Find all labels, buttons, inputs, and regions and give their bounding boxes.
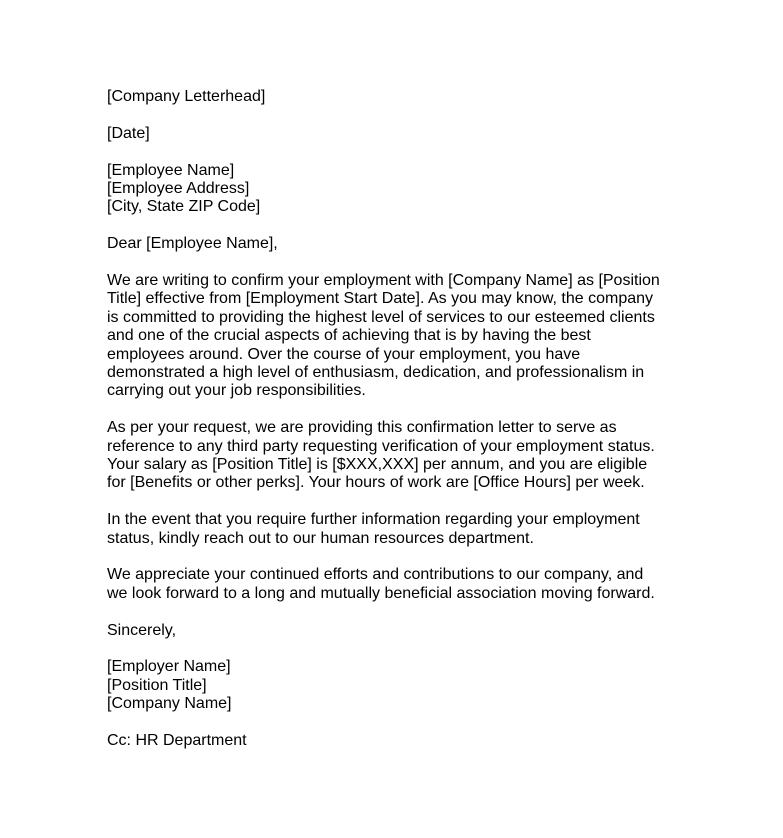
spacer	[107, 143, 677, 161]
spacer	[107, 106, 677, 124]
paragraph-line: Your salary as [Position Title] is [$XXX,XXX] per annum, and you are eligible	[107, 456, 648, 474]
spacer	[107, 493, 677, 511]
spacer	[107, 254, 677, 272]
paragraph-line: Title] effective from [Employment Start Date]. As you may know, the company	[107, 290, 654, 308]
paragraph-further-info	[107, 511, 677, 548]
recipient-city-state-zip: [City, State ZIP Code]	[107, 198, 261, 216]
paragraph-line: employees around. Over the course of your employment, you have	[107, 345, 581, 363]
signature-block	[107, 658, 677, 713]
paragraph-request	[107, 419, 677, 493]
paragraph-line: We appreciate your continued efforts and contributions to our company, and	[107, 566, 644, 584]
paragraph-line: is committed to providing the highest level of services to our esteemed clients	[107, 308, 655, 326]
closing: Sincerely,	[107, 621, 177, 639]
employer-name: [Employer Name]	[107, 658, 231, 676]
paragraph-confirmation	[107, 272, 677, 401]
paragraph-line: In the event that you require further information regarding your employment	[107, 511, 640, 529]
paragraph-line: and one of the crucial aspects of achieving that is by having the best	[107, 327, 591, 345]
cc-line: Cc: HR Department	[107, 732, 247, 750]
recipient-block	[107, 162, 677, 217]
paragraph-line: As per your request, we are providing this confirmation letter to serve as	[107, 419, 617, 437]
spacer	[107, 548, 677, 566]
spacer	[107, 640, 677, 658]
paragraph-line: reference to any third party requesting verification of your employment status.	[107, 437, 655, 455]
spacer	[107, 401, 677, 419]
employer-company-name: [Company Name]	[107, 695, 232, 713]
spacer	[107, 603, 677, 621]
salutation: Dear [Employee Name],	[107, 235, 278, 253]
paragraph-line: carrying out your job responsibilities.	[107, 382, 366, 400]
paragraph-line: demonstrated a high level of enthusiasm, dedication, and professionalism in	[107, 364, 645, 382]
spacer	[107, 714, 677, 732]
paragraph-line: We are writing to confirm your employment with [Company Name] as [Position	[107, 272, 660, 289]
recipient-address: [Employee Address]	[107, 180, 250, 197]
recipient-name: [Employee Name]	[107, 161, 235, 179]
letter-body	[107, 88, 677, 750]
employer-position-title: [Position Title]	[107, 676, 207, 694]
paragraph-line: status, kindly reach out to our human resources department.	[107, 529, 534, 547]
paragraph-line: we look forward to a long and mutually beneficial association moving forward.	[107, 584, 655, 602]
letter-date: [Date]	[107, 124, 150, 142]
paragraph-appreciation	[107, 566, 677, 603]
spacer	[107, 217, 677, 235]
paragraph-line: for [Benefits or other perks]. Your hours of work are [Office Hours] per week.	[107, 474, 645, 492]
company-letterhead: [Company Letterhead]	[107, 88, 266, 105]
